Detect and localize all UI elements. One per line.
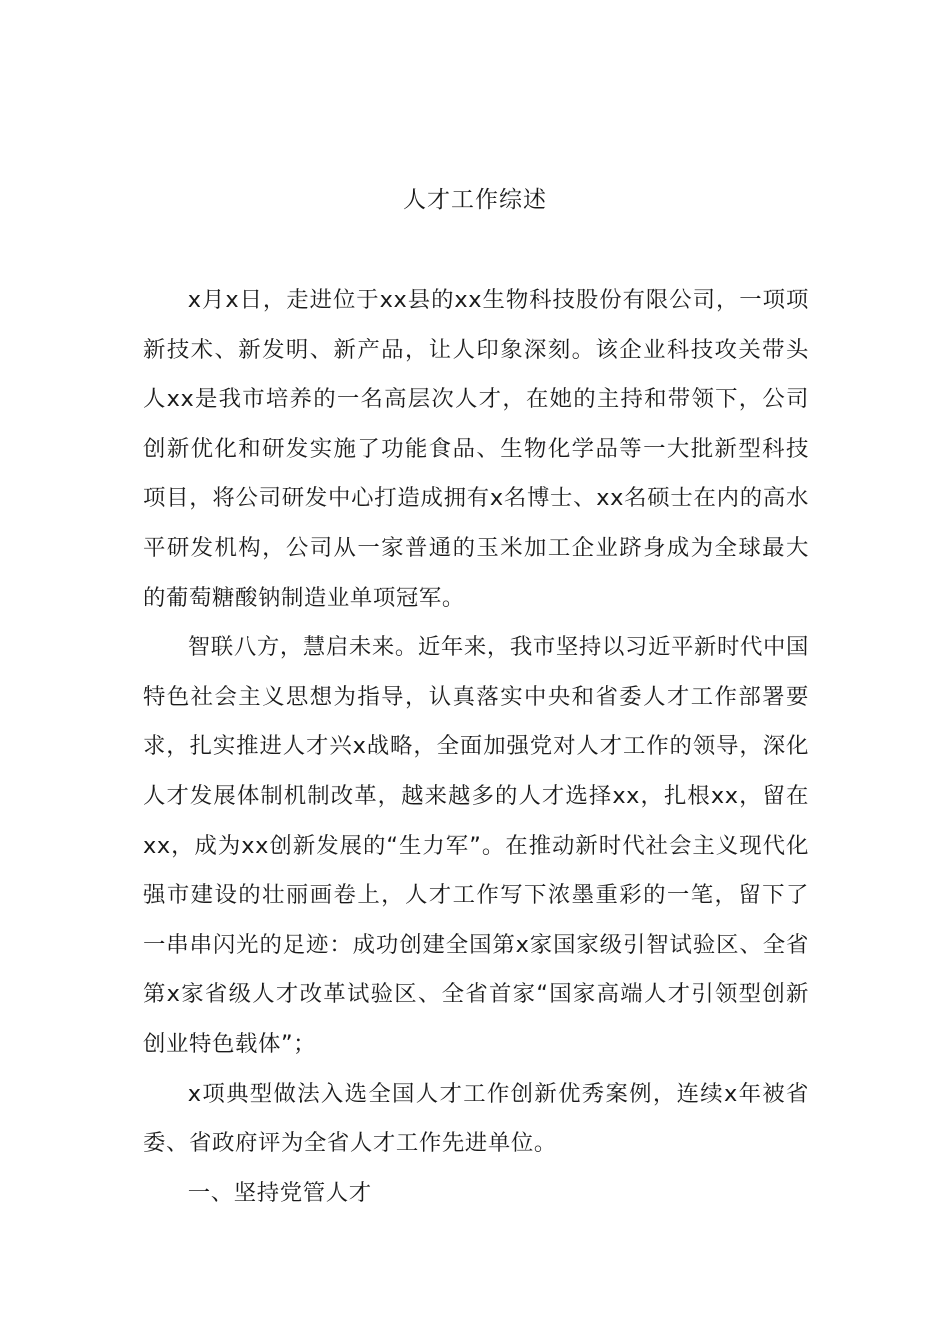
paragraph-company-visit: x月x日，走进位于xx县的xx生物科技股份有限公司，一项项新技术、新发明、新产品，让人印象深刻。该企业科技攻关带头人xx是我市培养的一名高层次人才，在她的主持和带领下，公司创新优化和研发实施了功能食品、生物化学品等一大批新型科技项目，将公司研发中心打造成拥有x名博士、xx名硕士在内的高水平研发机构，公司从一家普通的玉米加工企业跻身成为全球最大的葡萄糖酸钠制造业单项冠军。 <box>143 287 809 611</box>
paragraph-innovation-cases: x项典型做法入选全国人才工作创新优秀案例，连续x年被省委、省政府评为全省人才工作先进单位。 <box>143 1080 809 1157</box>
section-heading-party-management: 一、坚持党管人才 <box>187 1179 372 1206</box>
paragraph-talent-achievements: 智联八方，慧启未来。近年来，我市坚持以习近平新时代中国特色社会主义思想为指导，认真落实中央和省委人才工作部署要求，扎实推进人才兴x战略，全面加强党对人才工作的领导，深化人才发展体制机制改革，越来越多的人才选择xx，扎根xx，留在xx，成为xx创新发展的“生力军”。在推动新时代社会主义现代化强市建设的壮丽画卷上，人才工作写下浓墨重彩的一笔，留下了一串串闪光的足迹：成功创建全国第x家国家级引智试验区、全省第x家省级人才改革试验区、全省首家“国家高端人才引领型创新创业特色载体”； <box>143 634 809 1057</box>
document-body <box>143 276 809 1218</box>
document-title: 人才工作综述 <box>403 187 547 213</box>
